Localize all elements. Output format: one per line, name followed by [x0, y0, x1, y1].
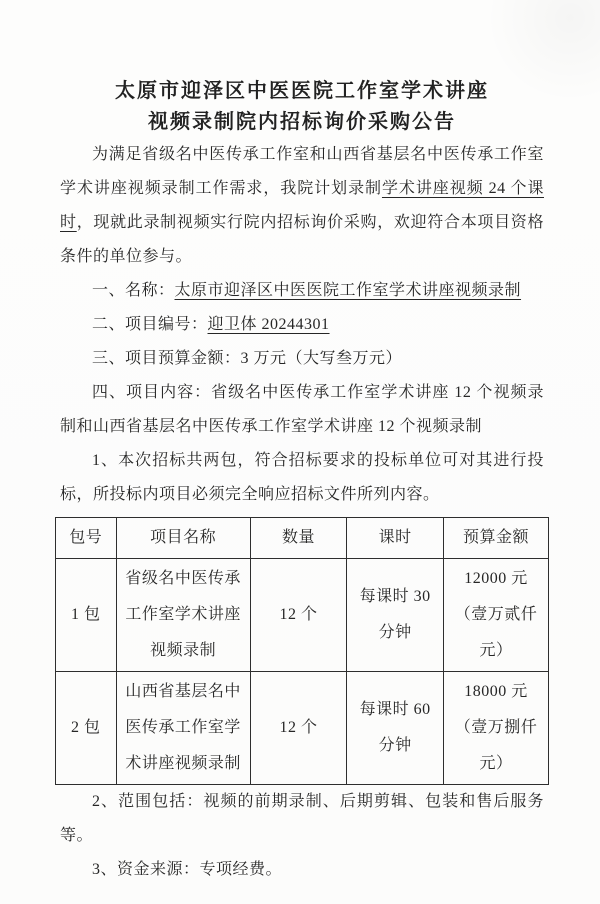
item-value: 太原市迎泽区中医医院工作室学术讲座视频录制 — [174, 282, 522, 299]
cell-quantity: 12 个 — [250, 559, 347, 672]
document-title — [60, 76, 544, 138]
col-header-duration: 课时 — [347, 518, 444, 559]
packages-table — [55, 517, 549, 785]
cell-duration: 每课时 30 分钟 — [347, 559, 444, 672]
cell-quantity: 12 个 — [250, 672, 347, 785]
cell-budget: 12000 元（壹万贰仟元） — [443, 559, 548, 672]
cell-project-name: 省级名中医传承工作室学术讲座视频录制 — [116, 559, 250, 672]
intro-text-after: ，现就此录制视频实行院内招标询价采购，欢迎符合本项目资格条件的单位参与。 — [60, 214, 544, 265]
cell-package-no: 2 包 — [56, 672, 117, 785]
document-body — [60, 138, 544, 887]
cell-budget: 18000 元（壹万捌仟元） — [443, 672, 548, 785]
item-value: 3 万元（大写叁万元） — [240, 350, 403, 367]
item-project-name — [60, 274, 544, 308]
clause-funding: 3、资金来源：专项经费。 — [92, 861, 283, 878]
col-header-project-name: 项目名称 — [116, 518, 250, 559]
item-label: 三、项目预算金额： — [92, 350, 241, 367]
item-value: 迎卫体 20244301 — [207, 316, 330, 333]
cell-duration: 每课时 60 分钟 — [347, 672, 444, 785]
cell-package-no: 1 包 — [56, 559, 117, 672]
item-project-number — [60, 308, 544, 342]
cell-project-name: 山西省基层名中医传承工作室学术讲座视频录制 — [116, 672, 250, 785]
intro-text-before: 为满足省级名中医传承工作室和山西省基层名中医传承工作室学术讲座视频录制工作需求，我院计划录制 — [60, 146, 544, 197]
item-project-budget — [60, 342, 544, 376]
clause-scope: 2、范围包括：视频的前期录制、后期剪辑、包装和售后服务等。 — [60, 793, 544, 844]
item-label: 一、名称： — [92, 282, 175, 299]
clause-bidding-packages: 1、本次招标共两包，符合招标要求的投标单位可对其进行投标，所投标内项目必须完全响应招标文件所列内容。 — [60, 452, 544, 503]
item-label: 二、项目编号： — [92, 316, 208, 333]
title-line-1: 太原市迎泽区中医医院工作室学术讲座 — [115, 80, 489, 102]
intro-underlined-value: 学术讲座视频 24 个课时 — [60, 180, 544, 231]
col-header-budget: 预算金额 — [443, 518, 548, 559]
intro-paragraph — [60, 138, 544, 274]
table-row-package-1 — [56, 559, 549, 672]
item-value: 省级名中医传承工作室学术讲座 12 个视频录制和山西省基层名中医传承工作室学术讲座 12 个视频录制 — [60, 384, 544, 435]
table-row-package-2 — [56, 672, 549, 785]
title-line-2: 视频录制院内招标询价采购公告 — [148, 111, 456, 133]
table-header-row — [56, 518, 549, 559]
item-project-content — [60, 376, 544, 444]
col-header-quantity: 数量 — [250, 518, 347, 559]
item-label: 四、项目内容： — [92, 384, 212, 401]
col-header-package: 包号 — [56, 518, 117, 559]
